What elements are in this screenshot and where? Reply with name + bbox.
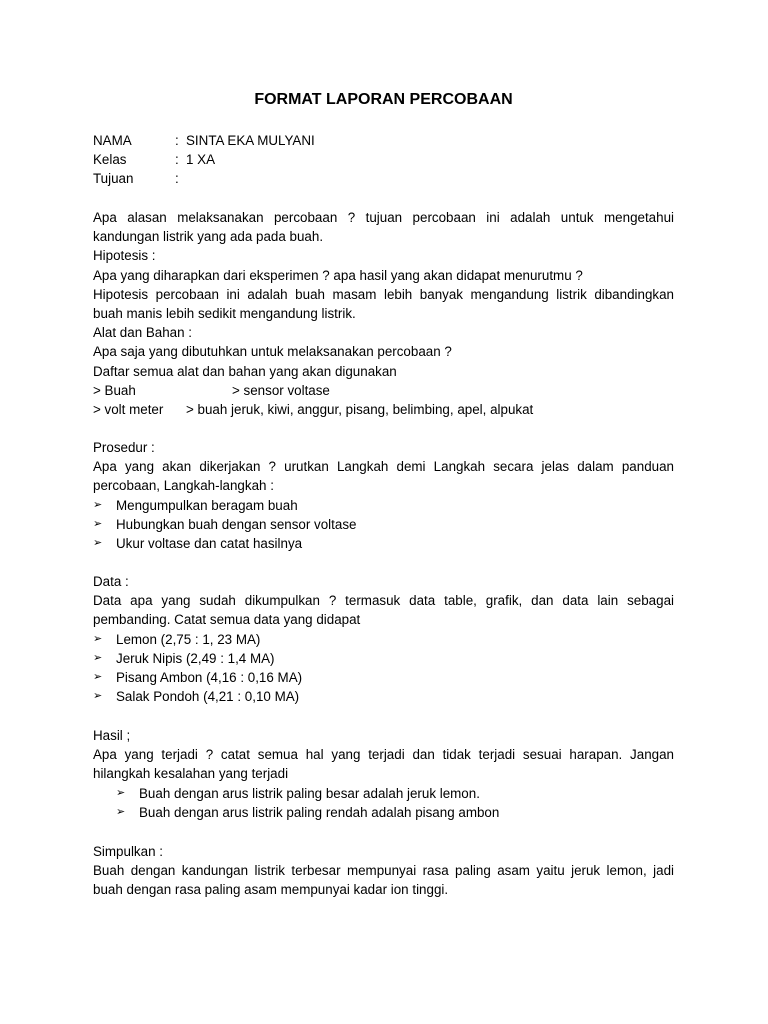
- alat-item: > buah jeruk, kiwi, anggur, pisang, belimbing, apel, alpukat: [186, 401, 534, 417]
- hipotesis-paragraph-line: buah manis lebih sedikit mengandung listrik.: [93, 305, 356, 321]
- tujuan-paragraph-line: kandungan listrik yang ada pada buah.: [93, 229, 324, 245]
- list-item-text: Pisang Ambon (4,16 : 0,16 MA): [116, 669, 303, 685]
- identity-separator: :: [175, 171, 179, 187]
- alat-heading: Alat dan Bahan :: [93, 325, 193, 341]
- prosedur-paragraph-line: Apa yang akan dikerjakan ? urutkan Langkah demi Langkah secara jelas dalam panduan: [93, 459, 674, 475]
- document-title: FORMAT LAPORAN PERCOBAAN: [254, 91, 513, 108]
- section-prosedur: [93, 438, 674, 553]
- data-items-list: [93, 630, 674, 707]
- identity-key: NAMA: [93, 133, 132, 148]
- simpulan-paragraph-line: Buah dengan kandungan listrik terbesar mempunyai rasa paling asam yaitu jeruk lemon, jadi: [93, 863, 674, 879]
- alat-question: Apa saja yang dibutuhkan untuk melaksanakan percobaan ?: [93, 344, 452, 360]
- data-heading: Data :: [93, 574, 129, 589]
- identity-row-kelas: [93, 150, 674, 169]
- list-item-text: Lemon (2,75 : 1, 23 MA): [116, 631, 261, 647]
- hasil-paragraph-line: Apa yang terjadi ? catat semua hal yang terjadi dan tidak terjadi sesuai harapan. Jangan: [93, 747, 674, 763]
- data-paragraph-line: pembanding. Catat semua data yang didapat: [93, 612, 361, 628]
- identity-value: SINTA EKA MULYANI: [186, 133, 315, 148]
- list-item: [93, 784, 674, 803]
- hasil-heading: Hasil ;: [93, 728, 131, 743]
- arrow-bullet-icon: ➢: [93, 690, 103, 703]
- list-item-text: Jeruk Nipis (2,49 : 1,4 MA): [116, 650, 275, 666]
- list-item-text: Ukur voltase dan catat hasilnya: [116, 535, 303, 551]
- list-item-text: Salak Pondoh (4,21 : 0,10 MA): [116, 689, 300, 705]
- simpulan-heading: Simpulkan :: [93, 844, 163, 859]
- list-item-text: Mengumpulkan beragam buah: [116, 497, 298, 513]
- hipotesis-heading: Hipotesis :: [93, 248, 156, 264]
- identity-value: 1 XA: [186, 152, 216, 168]
- simpulan-paragraph-line: buah dengan rasa paling asam mempunyai kadar ion tinggi.: [93, 882, 449, 898]
- list-item: [93, 687, 674, 706]
- alat-row: [93, 400, 674, 419]
- list-item-text: Hubungkan buah dengan sensor voltase: [116, 516, 357, 532]
- list-item: [93, 630, 674, 649]
- section-data: [93, 572, 674, 706]
- arrow-bullet-icon: ➢: [93, 536, 103, 549]
- list-item: [93, 515, 674, 534]
- arrow-bullet-icon: ➢: [116, 805, 126, 818]
- section-simpulan: [93, 842, 674, 900]
- data-paragraph-line: Data apa yang sudah dikumpulkan ? termasuk data table, grafik, dan data lain sebagai: [93, 593, 674, 609]
- alat-item: > volt meter: [93, 401, 164, 417]
- arrow-bullet-icon: ➢: [93, 517, 103, 530]
- identity-row-tujuan: [93, 169, 674, 188]
- list-item: [93, 803, 674, 822]
- arrow-bullet-icon: ➢: [93, 632, 103, 645]
- identity-key: Kelas: [93, 152, 127, 168]
- list-item-text: Buah dengan arus listrik paling rendah adalah pisang ambon: [139, 804, 500, 820]
- list-item: [93, 649, 674, 668]
- alat-item: > sensor voltase: [232, 382, 330, 398]
- prosedur-steps-list: [93, 496, 674, 554]
- identity-row-nama: [93, 131, 674, 150]
- prosedur-heading: Prosedur :: [93, 440, 155, 455]
- arrow-bullet-icon: ➢: [93, 651, 103, 664]
- arrow-bullet-icon: ➢: [116, 786, 126, 799]
- alat-item: > Buah: [93, 382, 136, 398]
- hipotesis-question: Apa yang diharapkan dari eksperimen ? apa hasil yang akan didapat menurutmu ?: [93, 267, 583, 283]
- tujuan-paragraph-line: Apa alasan melaksanakan percobaan ? tujuan percobaan ini adalah untuk mengetahui: [93, 210, 674, 225]
- hasil-paragraph-line: hilangkah kesalahan yang terjadi: [93, 766, 289, 782]
- alat-instruction: Daftar semua alat dan bahan yang akan digunakan: [93, 363, 397, 379]
- hasil-items-list: [93, 784, 674, 822]
- prosedur-paragraph-line: percobaan, Langkah-langkah :: [93, 478, 274, 494]
- section-hasil: [93, 726, 674, 822]
- identity-separator: :: [175, 133, 179, 148]
- list-item: [93, 534, 674, 553]
- alat-row: [93, 381, 674, 400]
- arrow-bullet-icon: ➢: [93, 670, 103, 683]
- hipotesis-paragraph-line: Hipotesis percobaan ini adalah buah masam lebih banyak mengandung listrik dibandingkan: [93, 286, 674, 302]
- identity-block: [93, 131, 674, 189]
- list-item: [93, 668, 674, 687]
- arrow-bullet-icon: ➢: [93, 498, 103, 511]
- identity-key: Tujuan: [93, 171, 134, 187]
- list-item: [93, 496, 674, 515]
- identity-separator: :: [175, 152, 179, 168]
- list-item-text: Buah dengan arus listrik paling besar adalah jeruk lemon.: [139, 785, 480, 801]
- section-tujuan-hipotesis-alat: [93, 208, 674, 419]
